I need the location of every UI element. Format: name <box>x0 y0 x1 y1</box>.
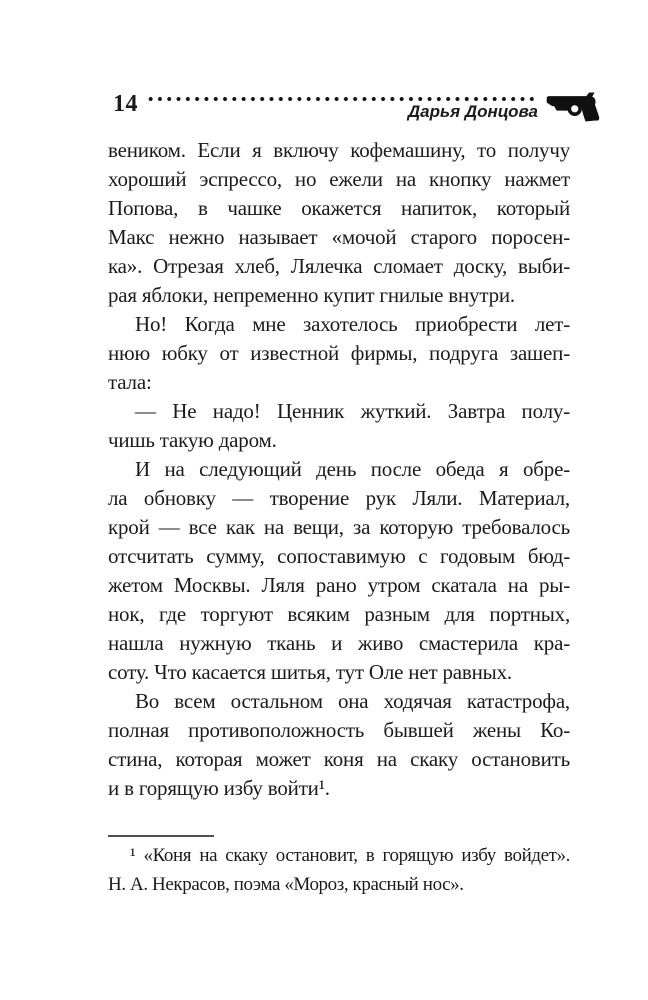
footnote-line: ¹ «Коня на скаку остановит, в горящую избу войдет». <box>130 845 570 866</box>
text-line: ка». Отрезая хлеб, Лялечка сломает доску, выби- <box>108 254 570 278</box>
author-name: Дарья Донцова <box>407 102 538 121</box>
text-line: ла обновку — творение рук Ляли. Материал, <box>108 486 570 510</box>
footnote-rule <box>108 835 214 837</box>
text-line: хороший эспрессо, но ежели на кнопку нажмет <box>108 167 570 191</box>
text-line: нок, где торгуют всяким разным для портных, <box>108 602 570 626</box>
text-line: крой — все как на вещи, за которую требовалось <box>108 515 570 539</box>
text-line: чишь такую даром. <box>108 428 277 452</box>
page-number: 14 <box>113 91 138 117</box>
text-line: Во всем остальном она ходячая катастрофа, <box>135 689 570 713</box>
text-line: стина, которая может коня на скаку остановить <box>108 747 570 771</box>
text-line: отсчитать сумму, сопоставимую с годовым бюд- <box>108 544 570 568</box>
text-line: И на следующий день после обеда я обре- <box>135 457 570 481</box>
footnote <box>108 841 570 899</box>
text-line: рая яблоки, непременно купит гнилые внутри. <box>108 283 515 307</box>
text-line: веником. Если я включу кофемашину, то получу <box>108 138 570 162</box>
text-line: полная противоположность бывшей жены Ко- <box>108 718 570 742</box>
text-line: соту. Что касается шитья, тут Оле нет равных. <box>108 660 512 684</box>
page-header <box>113 92 603 126</box>
body-text <box>108 136 570 803</box>
text-line: нюю юбку от известной фирмы, подруга зашеп- <box>108 341 570 365</box>
text-line: Но! Когда мне захотелось приобрести лет- <box>135 312 570 336</box>
text-line: Попова, в чашке окажется напиток, который <box>108 196 570 220</box>
text-line: тала: <box>108 370 152 394</box>
pistol-icon <box>544 89 600 125</box>
text-line: — Не надо! Ценник жуткий. Завтра полу- <box>135 399 570 423</box>
footnote-line: Н. А. Некрасов, поэма «Мороз, красный нос». <box>108 874 464 895</box>
text-line: жетом Москвы. Ляля рано утром скатала на ры- <box>108 573 570 597</box>
text-line: и в горящую избу войти¹. <box>108 776 330 800</box>
text-line: Макс нежно называет «мочой старого поросен- <box>108 225 570 249</box>
text-line: нашла нужную ткань и живо смастерила кра- <box>108 631 570 655</box>
